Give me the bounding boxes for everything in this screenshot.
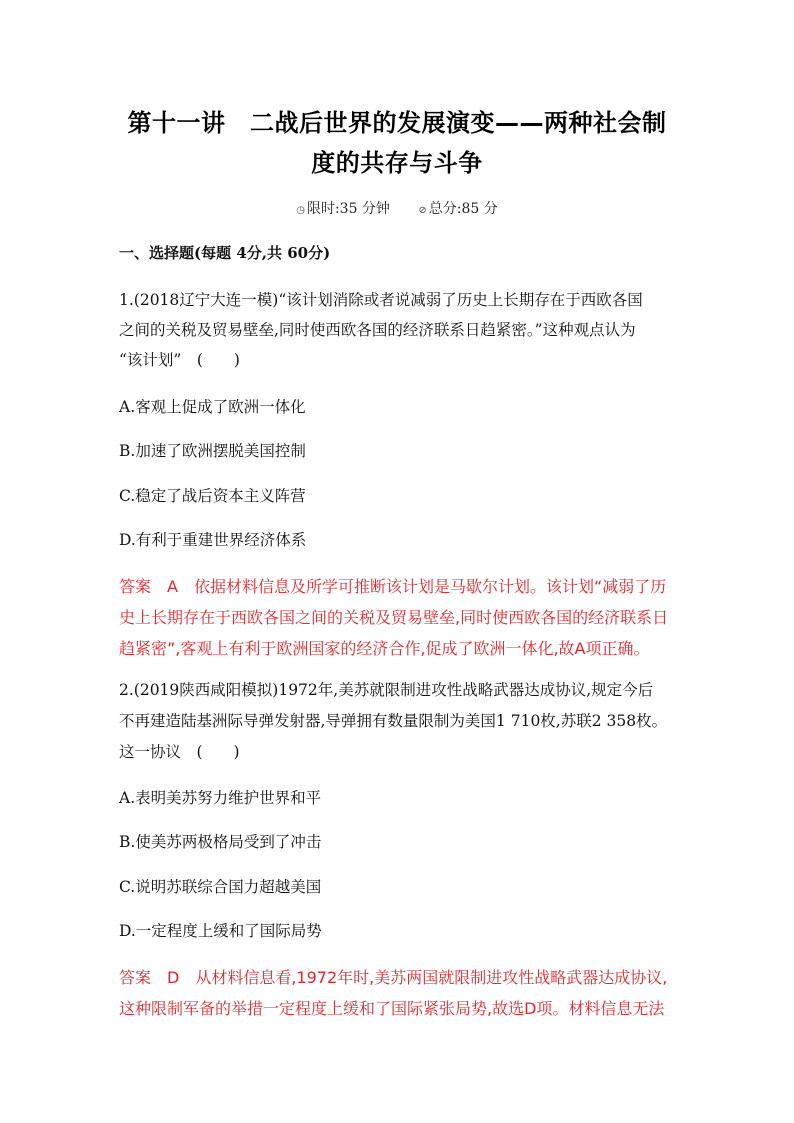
q1-stem-line-1: 1.(2018辽宁大连一模)“该计划消除或者说减弱了历史上长期存在于西欧各国 [119, 291, 643, 309]
section-heading: 一、选择题(每题 4分,共 60分) [119, 244, 331, 262]
q1-option-b: B.加速了欧洲摆脱美国控制 [119, 442, 306, 460]
time-limit [296, 198, 390, 218]
page-title-line-1: 第十一讲 二战后世界的发展演变——两种社会制 [127, 109, 667, 137]
q2-option-b: B.使美苏两极格局受到了冲击 [119, 833, 322, 851]
q2-answer-line-2: 这种限制军备的举措一定程度上缓和了国际紧张局势,故选D项。材料信息无法 [119, 999, 665, 1018]
total-score [418, 198, 497, 218]
q1-answer-line-2: 史上长期存在于西欧各国之间的关税及贸易壁垒,同时使西欧各国的经济联系日 [119, 608, 669, 627]
q2-option-a: A.表明美苏努力维护世界和平 [119, 789, 322, 807]
q1-option-d: D.有利于重建世界经济体系 [119, 531, 307, 549]
page-title-line-2: 度的共存与斗争 [311, 149, 483, 177]
q2-answer-line-1: 答案 D 从材料信息看,1972年时,美苏两国就限制进攻性战略武器达成协议, [119, 968, 668, 987]
q2-stem-line-3: 这一协议 ( ) [119, 743, 240, 761]
q1-answer-line-3: 趋紧密”,客观上有利于欧洲国家的经济合作,促成了欧洲一体化,故A项正确。 [119, 639, 650, 658]
q2-option-c: C.说明苏联综合国力超越美国 [119, 878, 322, 896]
q2-stem-line-2: 不再建造陆基洲际导弹发射器,导弹拥有数量限制为美国1 710枚,苏联2 358枚。 [119, 712, 668, 730]
q2-stem-line-1: 2.(2019陕西咸阳模拟)1972年,美苏就限制进攻性战略武器达成协议,规定今后 [119, 681, 654, 699]
check-icon: ⊘ [418, 205, 427, 216]
q1-answer-line-1: 答案 A 依据材料信息及所学可推断该计划是马歇尔计划。该计划“减弱了历 [119, 577, 667, 596]
q1-option-c: C.稳定了战后资本主义阵营 [119, 487, 306, 505]
clock-icon: ◷ [296, 205, 305, 216]
time-limit-text: 限时:35 分钟 [306, 201, 390, 217]
q1-stem-line-3: “该计划” ( ) [119, 351, 240, 369]
q1-option-a: A.客观上促成了欧洲一体化 [119, 398, 306, 416]
total-score-text: 总分:85 分 [428, 201, 498, 217]
exam-meta [0, 198, 794, 218]
q1-stem-line-2: 之间的关税及贸易壁垒,同时使西欧各国的经济联系日趋紧密。”这种观点认为 [119, 321, 636, 339]
q2-option-d: D.一定程度上缓和了国际局势 [119, 922, 322, 940]
